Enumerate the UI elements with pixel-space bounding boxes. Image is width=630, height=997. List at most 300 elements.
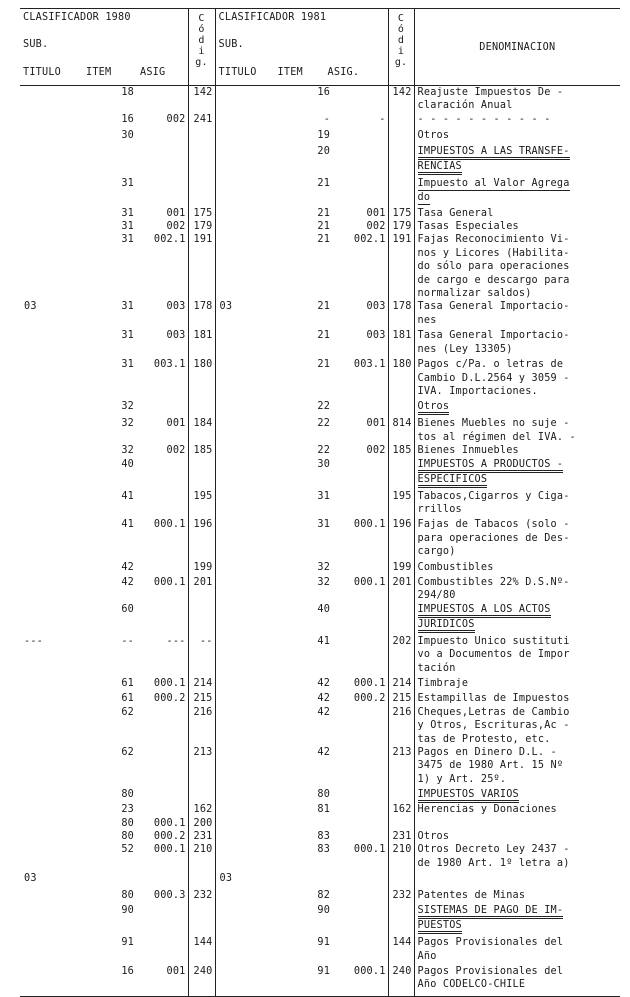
left-codigo-cell: 196 [188, 518, 215, 560]
left-titulo-cell [20, 706, 78, 746]
denominacion-cell [414, 677, 620, 692]
table-row [20, 746, 620, 788]
denominacion-line: Impuesto Unico sustituti [417, 635, 570, 647]
left-item-cell [78, 145, 136, 177]
right-item-cell: 22 [317, 401, 331, 413]
left-titulo-cell [20, 889, 78, 904]
right-titulo-cell: 03 [215, 300, 272, 329]
right-codigo-cell [388, 145, 414, 177]
denominacion-line: Otros [417, 130, 450, 142]
denominacion-line: Reajuste Impuestos De - [417, 87, 564, 98]
left-codigo-cell: 240 [188, 965, 215, 992]
left-item-cell: 31 [121, 330, 134, 342]
right-codigo-cell: 162 [388, 803, 414, 816]
left-asig-cell: 003 [166, 330, 186, 342]
right-codigo-cell: 215 [388, 692, 414, 705]
left-item-cell: 16 [121, 113, 134, 125]
right-titulo-cell [215, 129, 272, 144]
denominacion-line: Pagos c/Pa. o letras de [417, 359, 564, 371]
right-codigo-cell: 199 [388, 561, 414, 576]
right-item-cell: 31 [317, 519, 331, 531]
right-titulo-cell [215, 458, 272, 490]
left-asig-cell: 003.1 [153, 359, 186, 371]
right-codigo-cell: 240 [388, 965, 414, 992]
left-codigo-cell: 232 [188, 889, 215, 904]
denominacion-line: IMPUESTOS VARIOS [418, 789, 519, 803]
denominacion-cell [414, 300, 620, 329]
right-titulo-cell [215, 329, 272, 358]
right-asig-cell [332, 603, 388, 635]
right-asig-cell [332, 400, 388, 417]
right-codigo-cell: 179 [388, 220, 414, 233]
right-asig-header: ASIG. [327, 67, 360, 78]
right-titulo-cell [215, 220, 272, 233]
left-titulo-cell [20, 603, 78, 635]
right-titulo-cell [215, 233, 272, 300]
right-codigo-cell: 180 [388, 358, 414, 400]
denominacion-cell [414, 518, 620, 560]
denominacion-line: ESPECIFICOS [418, 474, 488, 488]
right-titulo-cell [215, 843, 272, 872]
right-item-cell: 30 [317, 458, 331, 470]
right-item-cell [272, 872, 332, 888]
left-titulo-cell [20, 400, 78, 417]
left-classifier-title: CLASIFICADOR 1980 [23, 12, 131, 23]
table-row [20, 207, 620, 220]
right-asig-cell: 000.1 [353, 576, 386, 588]
left-item-cell: 52 [121, 844, 134, 856]
left-codigo-cell [188, 603, 215, 635]
denominacion-line: Pagos Provisionales del [417, 937, 564, 949]
denominacion-line: Tasas Especiales [417, 221, 519, 233]
left-codigo-cell: 191 [188, 233, 215, 300]
table-row [20, 233, 620, 300]
left-item-cell: 31 [121, 207, 134, 219]
left-asig-cell [136, 904, 188, 936]
table-row [20, 692, 620, 705]
left-codigo-cell: 180 [188, 358, 215, 400]
right-item-cell: 16 [317, 87, 331, 98]
denominacion-line: normalizar saldos) [417, 288, 532, 300]
left-titulo-cell [20, 233, 78, 300]
right-item-cell: 42 [317, 678, 331, 689]
table-row [20, 113, 620, 129]
denominacion-line: Patentes de Minas [417, 889, 526, 901]
right-titulo-cell [215, 207, 272, 220]
left-item-cell: 16 [121, 965, 134, 977]
right-codigo-cell: 181 [388, 329, 414, 358]
denominacion-cell [414, 490, 620, 519]
denominacion-line: de cargo e descargo para [417, 274, 570, 286]
right-item-cell: 21 [317, 301, 331, 313]
left-titulo-cell [20, 358, 78, 400]
left-asig-header: ASIG [140, 67, 166, 78]
right-asig-cell [332, 458, 388, 490]
right-codigo-cell [388, 458, 414, 490]
left-asig-cell: 002 [166, 445, 186, 457]
left-codigo-cell [188, 145, 215, 177]
right-asig-cell [332, 830, 388, 843]
left-codigo-cell: 184 [188, 417, 215, 444]
left-item-cell: 80 [121, 889, 134, 901]
table-row [20, 400, 620, 417]
denominacion-cell [414, 177, 620, 207]
left-codigo-cell: 175 [188, 207, 215, 220]
right-codigo-cell: 191 [388, 233, 414, 300]
denominacion-cell [414, 788, 620, 803]
left-titulo-cell [20, 458, 78, 490]
right-titulo-cell [215, 358, 272, 400]
left-item-cell: 30 [121, 130, 134, 142]
table-row [20, 145, 620, 177]
denominacion-line: IMPUESTOS A LAS TRANSFE- [418, 146, 570, 160]
right-titulo-cell [215, 86, 272, 113]
table-row [20, 788, 620, 803]
denominacion-line: para operaciones de Des- [417, 532, 570, 544]
left-asig-cell [136, 145, 188, 177]
right-item-cell: 80 [317, 789, 331, 801]
denominacion-line: Estampillas de Impuestos [417, 693, 570, 705]
denominacion-cell [414, 843, 620, 872]
left-titulo-cell [20, 417, 78, 444]
denominacion-line: Tasa General [417, 207, 494, 219]
right-titulo-cell [215, 692, 272, 705]
table-header [20, 9, 620, 86]
denominacion-cell [414, 803, 620, 816]
denominacion-line: Año [417, 950, 437, 962]
left-item-cell: 31 [121, 359, 134, 371]
denominacion-line: Pagos Provisionales del [417, 965, 564, 977]
right-asig-cell [332, 872, 388, 888]
left-codigo-cell: 179 [188, 220, 215, 233]
left-asig-cell [136, 603, 188, 635]
left-titulo-cell [20, 113, 78, 129]
right-codigo-cell [388, 129, 414, 144]
right-titulo-cell [215, 803, 272, 816]
table-body [20, 86, 620, 997]
left-asig-cell [136, 177, 188, 207]
denominacion-line: tos al régimen del IVA. - [417, 431, 576, 443]
right-codigo-cell: 195 [388, 490, 414, 519]
right-titulo-cell [215, 788, 272, 803]
table-row [20, 936, 620, 965]
denominacion-line: Cambio D.L.2564 y 3059 - [417, 372, 570, 384]
left-titulo-cell [20, 830, 78, 843]
right-asig-cell: 000.2 [353, 693, 386, 705]
right-titulo-cell [215, 965, 272, 992]
right-item-cell: 21 [317, 234, 331, 246]
left-titulo-cell: --- [24, 635, 44, 647]
document-page [20, 8, 620, 991]
left-codigo-cell [188, 400, 215, 417]
table-row [20, 817, 620, 830]
left-codigo-header: C ó d i g. [188, 9, 215, 86]
right-codigo-cell [388, 817, 414, 830]
right-titulo-cell [215, 444, 272, 457]
right-titulo-cell [215, 904, 272, 936]
right-codigo-cell: 185 [388, 444, 414, 457]
denominacion-line: nes (Ley 13305) [417, 343, 513, 355]
right-item-cell: 32 [317, 561, 331, 573]
table-row [20, 706, 620, 746]
left-titulo-cell [20, 490, 78, 519]
left-codigo-cell: -- [188, 635, 215, 677]
denominacion-line: Pagos en Dinero D.L. - [417, 747, 557, 759]
left-asig-cell: 003 [166, 301, 186, 313]
table-row [20, 904, 620, 936]
left-asig-cell [136, 746, 188, 788]
left-codigo-cell [188, 129, 215, 144]
left-item-cell: 32 [121, 445, 134, 457]
left-codigo-cell: 210 [188, 843, 215, 872]
denominacion-line: 294/80 [417, 590, 456, 602]
table-footer-rule [20, 992, 620, 997]
denominacion-line: IMPUESTOS A LOS ACTOS [418, 604, 551, 618]
left-item-cell: 90 [121, 905, 134, 917]
left-item-cell: 23 [121, 804, 134, 816]
denominacion-line: Bienes Inmuebles [417, 445, 519, 457]
denominacion-cell [414, 830, 620, 843]
right-item-cell: 82 [317, 889, 331, 901]
right-codigo-cell: 196 [388, 518, 414, 560]
denominacion-line: Tabacos,Cigarros y Ciga- [417, 490, 570, 502]
right-titulo-cell [215, 677, 272, 692]
right-item-cell: 19 [317, 130, 331, 142]
right-item-cell: 42 [317, 693, 331, 705]
right-item-cell: 41 [317, 635, 331, 647]
left-titulo-cell [20, 677, 78, 692]
table-row [20, 220, 620, 233]
denominacion-line: nos y Licores (Habilita- [417, 247, 570, 259]
left-asig-cell [136, 86, 188, 113]
left-asig-cell: 000.2 [153, 831, 186, 843]
table-row [20, 358, 620, 400]
right-item-header: ITEM [277, 67, 303, 78]
denominacion-cell [414, 936, 620, 965]
denominacion-cell [414, 329, 620, 358]
right-titulo-cell [215, 936, 272, 965]
left-codigo-cell: 178 [188, 300, 215, 329]
table-row [20, 561, 620, 576]
right-item-cell: 32 [317, 576, 331, 588]
left-codigo-cell [188, 788, 215, 803]
table-row [20, 86, 620, 113]
left-codigo-cell: 181 [188, 329, 215, 358]
right-asig-cell: 000.1 [353, 519, 386, 531]
left-codigo-cell: 241 [188, 113, 215, 129]
right-codigo-cell: 142 [388, 86, 414, 113]
right-item-cell: 21 [317, 330, 331, 342]
left-item-cell: 80 [121, 817, 134, 829]
denominacion-cell [414, 635, 620, 677]
left-asig-cell [136, 803, 188, 816]
denominacion-cell [414, 358, 620, 400]
denominacion-line: IVA. Importaciones. [417, 385, 538, 397]
table-row [20, 576, 620, 603]
left-asig-cell: 000.2 [153, 693, 186, 705]
left-titulo-cell [20, 803, 78, 816]
right-item-cell: 40 [317, 603, 331, 615]
left-asig-cell: 000.3 [153, 889, 186, 901]
right-codigo-cell [388, 113, 414, 129]
denominacion-line: do sólo para operaciones [417, 261, 570, 273]
left-asig-cell: 000.1 [153, 844, 186, 856]
right-asig-cell [332, 86, 388, 113]
denominacion-cell [414, 220, 620, 233]
right-asig-cell [332, 936, 388, 965]
left-asig-cell [136, 936, 188, 965]
right-asig-cell: 000.1 [353, 965, 386, 977]
right-asig-cell: 003.1 [353, 359, 386, 371]
denominacion-cell [414, 444, 620, 457]
left-sub-label: SUB. [23, 39, 49, 50]
left-titulo-cell [20, 220, 78, 233]
right-codigo-header: C ó d i g. [388, 9, 414, 86]
right-item-cell: 81 [317, 804, 331, 816]
denominacion-line: de 1980 Art. 1º letra a) [417, 857, 570, 869]
right-item-cell: 21 [317, 359, 331, 371]
right-codigo-cell: 216 [388, 706, 414, 746]
right-asig-cell [332, 129, 388, 144]
right-codigo-cell: 202 [388, 635, 414, 677]
denominacion-line: PUESTOS [418, 920, 462, 934]
right-codigo-cell [388, 872, 414, 888]
right-item-cell: 21 [317, 177, 331, 189]
denominacion-cell [414, 576, 620, 603]
left-asig-cell [136, 872, 188, 888]
left-titulo-cell [20, 207, 78, 220]
table-row [20, 444, 620, 457]
left-titulo-cell [20, 788, 78, 803]
left-titulo-cell [20, 576, 78, 603]
left-titulo-cell [20, 965, 78, 992]
denominacion-line: RENCIAS [418, 161, 462, 175]
left-asig-cell [136, 561, 188, 576]
right-asig-cell [332, 145, 388, 177]
right-asig-cell: 002.1 [353, 234, 386, 246]
right-titulo-cell [215, 746, 272, 788]
right-asig-cell [332, 490, 388, 519]
left-item-cell: 40 [121, 458, 134, 470]
left-codigo-cell: 195 [188, 490, 215, 519]
left-titulo-cell [20, 692, 78, 705]
denominacion-line: JURIDICOS [418, 619, 475, 633]
left-item-cell: 80 [121, 789, 134, 801]
denominacion-line: 1) y Art. 25º. [417, 773, 507, 785]
left-codigo-cell: 185 [188, 444, 215, 457]
denominacion-cell [414, 965, 620, 992]
right-titulo-cell [215, 817, 272, 830]
left-codigo-cell: 199 [188, 561, 215, 576]
right-titulo-cell [215, 576, 272, 603]
left-asig-cell: 001 [166, 418, 186, 430]
left-titulo-cell [20, 444, 78, 457]
right-item-cell: 21 [317, 221, 331, 233]
right-codigo-cell: 201 [388, 576, 414, 603]
denominacion-line: Timbraje [417, 678, 469, 689]
left-asig-cell: --- [166, 635, 186, 647]
right-item-cell: 42 [317, 706, 331, 718]
right-asig-cell: 001 [366, 418, 386, 430]
right-classifier-title: CLASIFICADOR 1981 [218, 12, 327, 23]
right-asig-cell [332, 177, 388, 207]
denominacion-line: vo a Documentos de Impor [417, 649, 570, 661]
left-codigo-cell: 201 [188, 576, 215, 603]
denominacion-line: Fajas Reconocimiento Vi- [417, 234, 570, 246]
denominacion-cell [414, 86, 620, 113]
denominacion-line: cargo) [417, 546, 456, 558]
table-row [20, 518, 620, 560]
table-row [20, 603, 620, 635]
right-item-cell: 91 [317, 965, 331, 977]
right-codigo-cell [388, 788, 414, 803]
left-titulo-cell [20, 561, 78, 576]
left-codigo-cell [188, 177, 215, 207]
denominacion-line: Tasa General Importacio- [417, 330, 570, 342]
denominacion-line: IMPUESTOS A PRODUCTOS - [418, 459, 564, 473]
left-item-cell: 31 [121, 221, 134, 233]
right-item-cell: 31 [317, 490, 331, 502]
table-row [20, 490, 620, 519]
right-codigo-cell: 814 [388, 417, 414, 444]
left-codigo-cell: 231 [188, 830, 215, 843]
left-titulo-cell: 03 [24, 873, 37, 885]
right-asig-cell: 003 [366, 330, 386, 342]
right-sub-label: SUB. [218, 39, 244, 50]
right-titulo-cell [215, 635, 272, 677]
table-row [20, 965, 620, 992]
right-codigo-cell: 175 [388, 207, 414, 220]
right-asig-cell [332, 889, 388, 904]
right-titulo-cell [215, 603, 272, 635]
table-row [20, 177, 620, 207]
denominacion-line: tación [417, 662, 456, 674]
right-titulo-cell [215, 145, 272, 177]
left-asig-cell [136, 400, 188, 417]
denominacion-cell [414, 145, 620, 177]
denominacion-line: Bienes Muebles no suje - [417, 418, 570, 430]
table-row [20, 300, 620, 329]
right-titulo-cell [215, 113, 272, 129]
right-asig-cell: - [379, 113, 386, 125]
left-item-cell: 61 [121, 678, 134, 689]
denominacion-cell [414, 417, 620, 444]
left-item-cell: 32 [121, 418, 134, 430]
denominacion-line: do [417, 191, 431, 203]
left-codigo-cell: 142 [188, 86, 215, 113]
left-item-cell: 42 [121, 561, 134, 573]
right-titulo-cell [215, 518, 272, 560]
left-asig-cell: 001 [166, 207, 186, 219]
left-item-header: ITEM [86, 67, 112, 78]
denominacion-line: Herencias y Donaciones [417, 804, 557, 816]
right-asig-cell: 002 [366, 221, 386, 233]
left-item-cell: 41 [121, 490, 134, 502]
denominacion-line: Otros [417, 831, 450, 843]
left-item-cell: 62 [121, 747, 134, 759]
left-asig-cell: 000.1 [153, 678, 186, 689]
right-titulo-cell [215, 490, 272, 519]
right-item-cell: 83 [317, 831, 331, 843]
left-titulo-cell [20, 936, 78, 965]
right-titulo-cell: 03 [215, 872, 272, 888]
left-codigo-cell: 215 [188, 692, 215, 705]
left-asig-cell: 002 [166, 221, 186, 233]
denominacion-cell [414, 889, 620, 904]
denominacion-line: nes [417, 314, 437, 326]
left-item-cell: 32 [121, 401, 134, 413]
left-codigo-cell [188, 458, 215, 490]
